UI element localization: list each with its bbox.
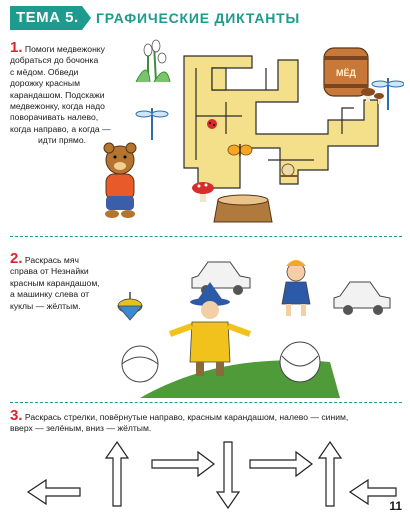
butterfly-icon [228, 144, 252, 156]
task-1-line: карандашом. Подскажи [10, 89, 105, 100]
bear-icon [104, 143, 136, 218]
theme-badge-arrow [82, 6, 91, 30]
page-title: ГРАФИЧЕСКИЕ ДИКТАНТЫ [96, 10, 301, 26]
task-3 [10, 407, 402, 435]
theme-badge: ТЕМА 5. [10, 6, 82, 30]
section-divider [10, 236, 402, 237]
task-1-line: медвежонку, когда надо [10, 101, 105, 112]
task-1-line: добраться до бочонка [10, 55, 99, 66]
task-1-line: поворачивать налево, [10, 112, 99, 123]
maze-illustration [92, 38, 404, 228]
mushroom-icon [192, 182, 214, 202]
task-2-number: 2. [10, 250, 23, 267]
arrow-up-icon[interactable] [106, 442, 128, 506]
barrel-label: МЁД [336, 68, 356, 78]
arrow-up-icon[interactable] [319, 442, 341, 506]
task-1-number: 1. [10, 39, 23, 56]
neznaika-icon [170, 282, 250, 376]
task-2-line: Раскрась мяч [24, 255, 79, 265]
task-1-line: с мёдом. Обведи [10, 66, 79, 77]
ball-right-icon [280, 342, 320, 382]
doll-icon [282, 260, 310, 316]
flowers-icon [136, 40, 170, 82]
task-3-text [10, 407, 402, 435]
car-icon [192, 262, 250, 295]
honey-barrel-icon [324, 48, 368, 96]
tree-stump-icon [214, 195, 272, 222]
task-1-line: Помоги медвежонку [24, 44, 105, 54]
ladybug-icon [207, 119, 217, 129]
task-3-line: Раскрась стрелки, повёрнутые направо, красным карандашом, налево — синим, [24, 412, 349, 422]
scene-illustration [100, 252, 404, 398]
arrow-down-icon[interactable] [217, 442, 239, 508]
task-1-line: идти прямо. [38, 135, 87, 146]
task-2-line: красным карандашом, [10, 277, 100, 288]
task-1-line: когда направо, а когда — [10, 123, 111, 134]
ball-left-icon [122, 346, 158, 382]
arrow-left-icon[interactable] [28, 480, 80, 504]
task-3-line: вверх — зелёным, вниз — жёлтым. [10, 423, 152, 434]
arrow-right-icon[interactable] [250, 452, 312, 476]
section-divider [10, 402, 402, 403]
task-2-line: куклы — жёлтым. [10, 300, 81, 311]
task-1-line: дорожку красным [10, 78, 80, 89]
dragonfly-icon [136, 108, 168, 140]
spinning-top-icon [118, 292, 142, 320]
task-2-line: а машинку слева от [10, 289, 90, 300]
page-number: 11 [389, 499, 402, 513]
task-2-line: справа от Незнайки [10, 266, 89, 277]
arrow-right-icon[interactable] [152, 452, 214, 476]
car-icon [334, 282, 390, 315]
arrows-exercise [10, 436, 400, 514]
task-3-number: 3. [10, 407, 23, 424]
